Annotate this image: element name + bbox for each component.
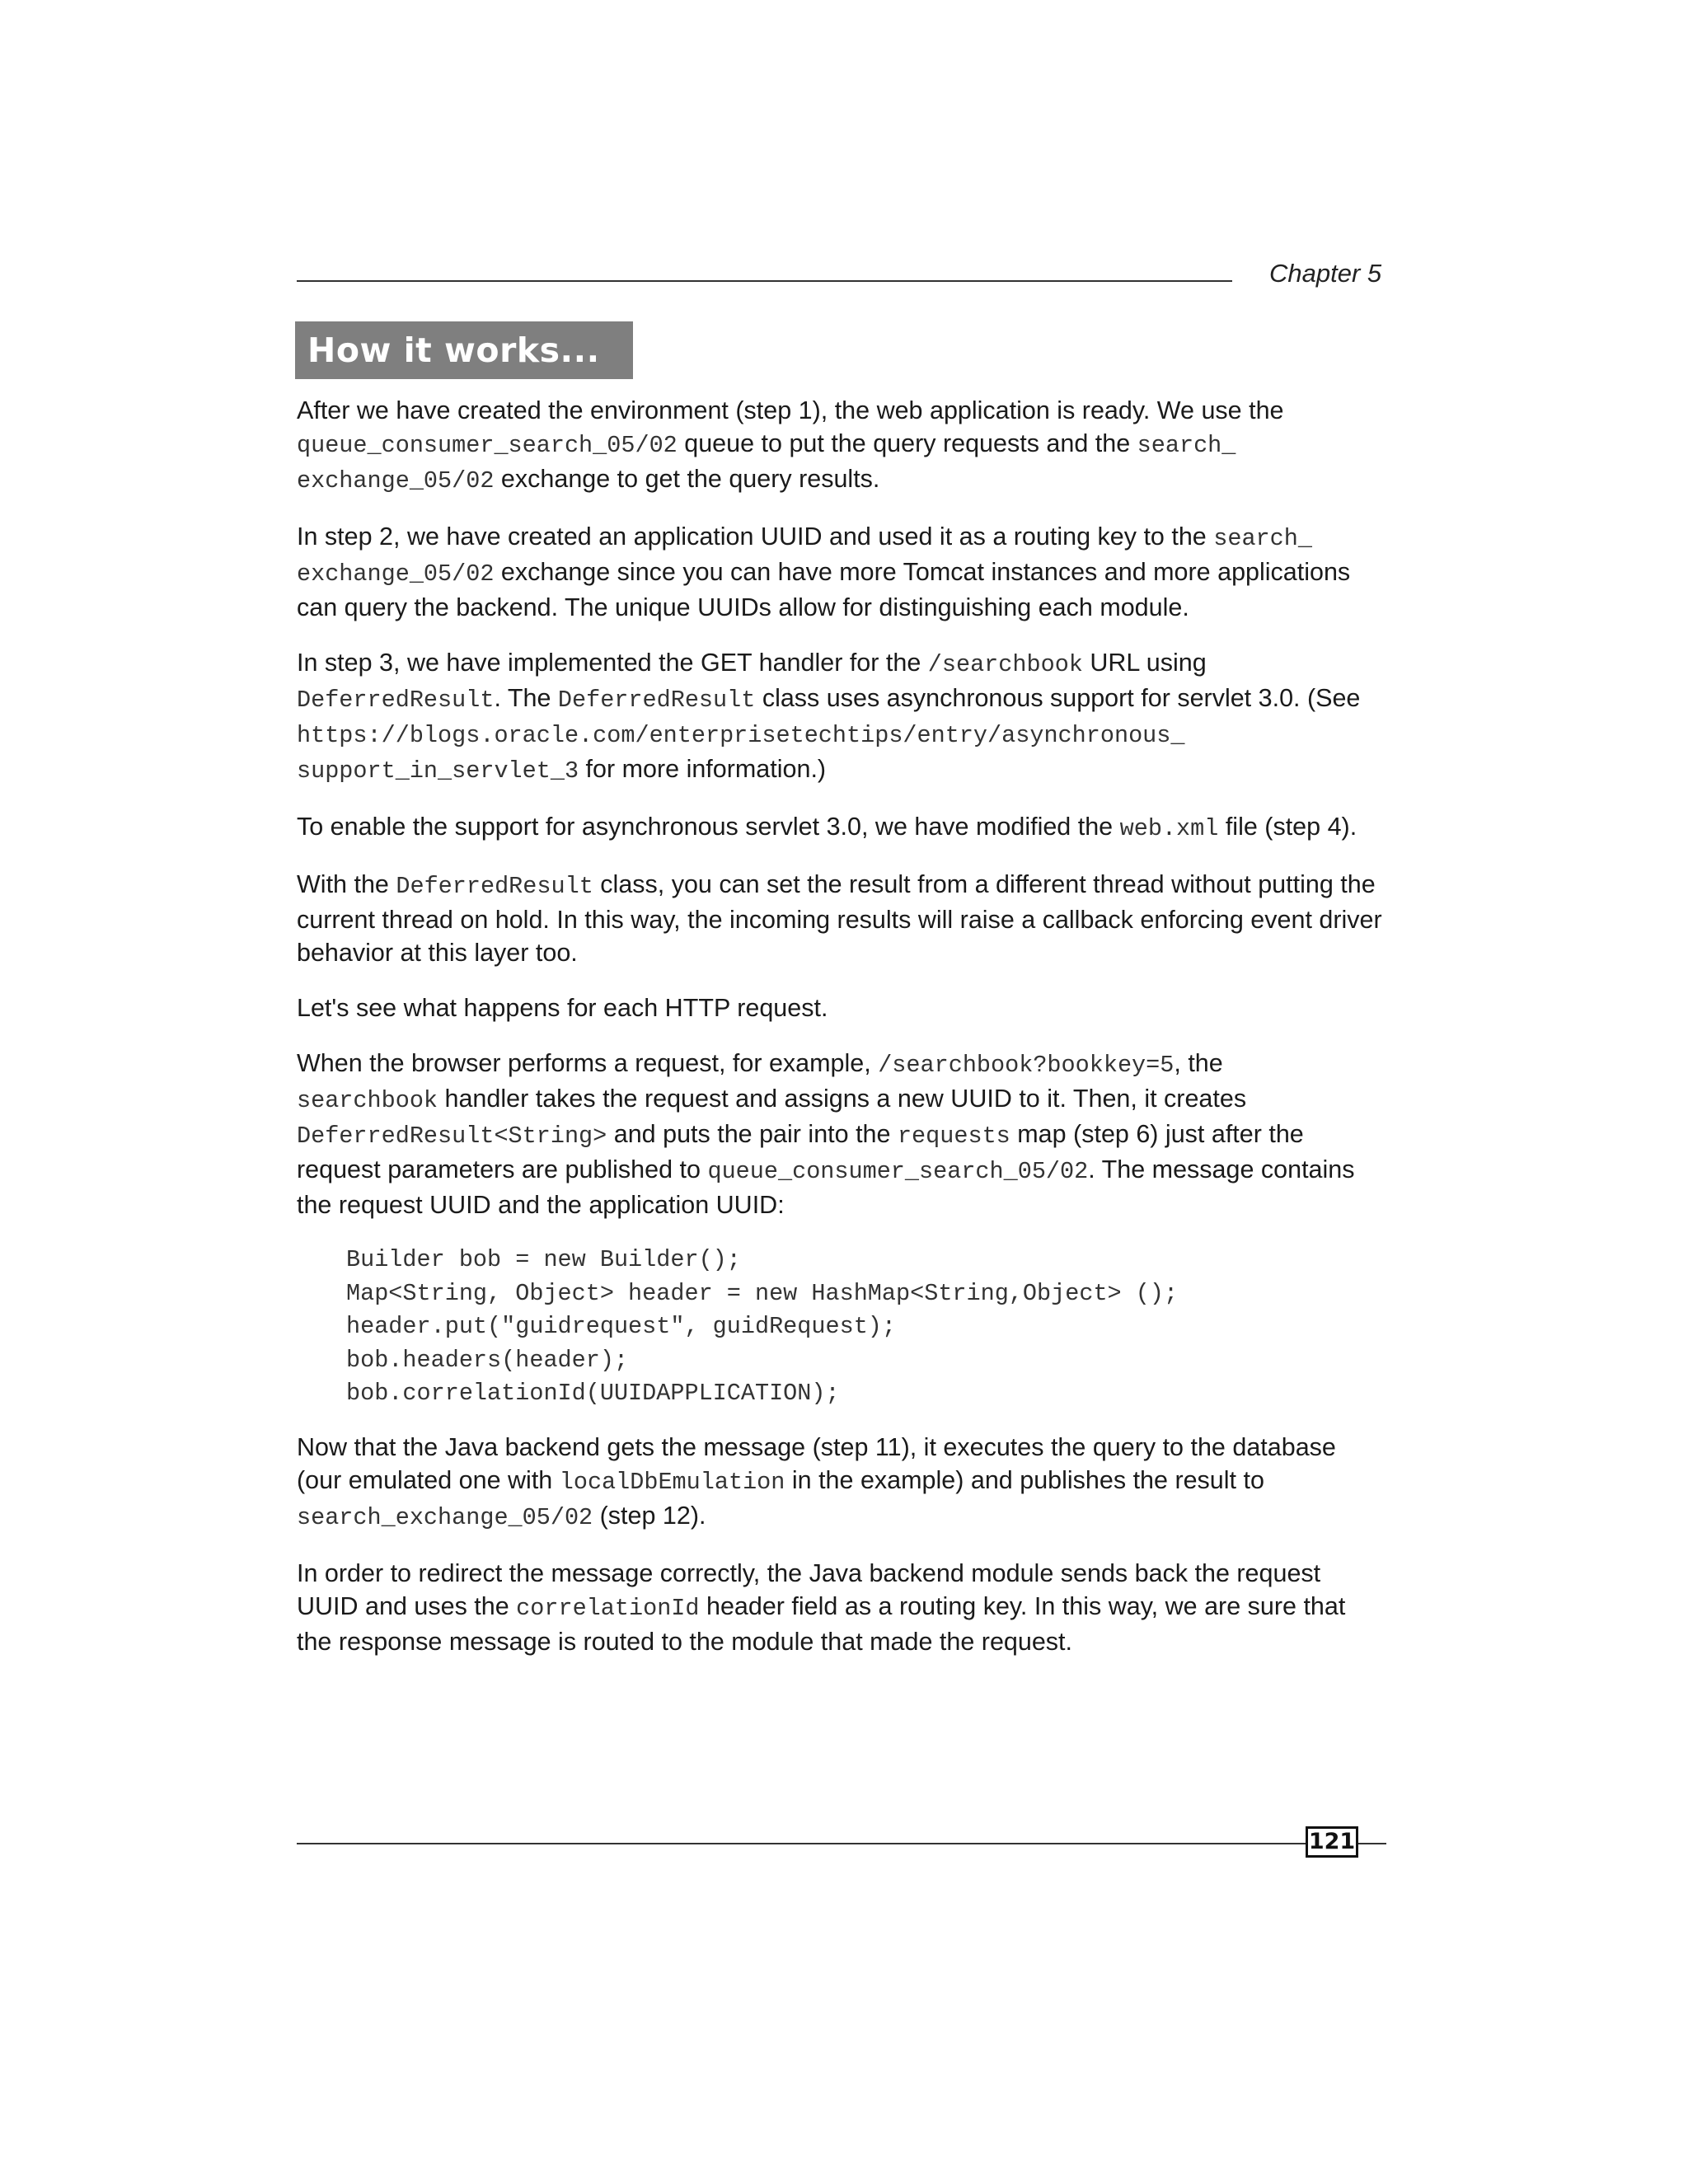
chapter-label: Chapter 5 (1269, 259, 1382, 288)
code-line: bob.correlationId(UUIDAPPLICATION); (346, 1380, 840, 1407)
inline-code: DeferredResult (297, 687, 495, 714)
inline-code: DeferredResult (396, 873, 593, 900)
code-line: header.put("guidrequest", guidRequest); (346, 1313, 897, 1340)
paragraph-java-backend: Now that the Java backend gets the message (step 11), it executes the query to the database (our emulated one with localDbEmulation in the example) and publishes the result to search_exchange_05/02 (step 12). (297, 1432, 1336, 1531)
code-line: Map<String, Object> header = new HashMap<String,Object> (); (346, 1279, 1179, 1307)
section-title: How it works... (307, 330, 600, 370)
paragraph-browser-request: When the browser performs a request, for example, /searchbook?bookkey=5, the searchbook handler takes the request and assigns a new UUID to it. Then, it creates DeferredResult<String> and puts the pair into the requests map (step 6) just after the request parameters are published to queue_consumer_search_05/02. The message contains the request UUID and the application UUID: (297, 1049, 1355, 1219)
paragraph-http-request: Let's see what happens for each HTTP request. (297, 994, 828, 1022)
inline-code: exchange_05/02 (297, 467, 495, 494)
inline-code: search_ (1213, 525, 1312, 552)
page-number-box (1306, 1826, 1358, 1858)
paragraph-environment: After we have created the environment (step 1), the web application is ready. We use the queue_consumer_search_05/02 queue to put the query requests and the search_ exchange_05/02 exchange to get the query results. (297, 396, 1284, 494)
inline-code: DeferredResult<String> (297, 1122, 607, 1150)
inline-code: queue_consumer_search_05/02 (707, 1158, 1089, 1185)
header-rule (297, 280, 1232, 282)
inline-code: localDbEmulation (559, 1468, 785, 1496)
inline-code: /searchbook (927, 651, 1083, 678)
inline-code: exchange_05/02 (297, 560, 495, 588)
code-line: bob.headers(header); (346, 1346, 629, 1374)
paragraph-step2: In step 2, we have created an application UUID and used it as a routing key to the search_ exchange_05/02 exchange since you can have more Tomcat instances and more applications can query the backend. The unique UUIDs allow for distinguishing each module. (297, 523, 1351, 621)
paragraph-deferredresult: With the DeferredResult class, you can set the result from a different thread without putting the current thread on hold. In this way, the incoming results will raise a callback enforcing event driver behavior at this layer too. (297, 870, 1382, 967)
footer-rule-end (1358, 1843, 1386, 1844)
url-link-continuation[interactable]: support_in_servlet_3 (297, 757, 579, 785)
inline-code: search_ (1137, 432, 1236, 459)
paragraph-redirect: In order to redirect the message correctly, the Java backend module sends back the request UUID and uses the correlationId header field as a routing key. In this way, we are sure that the response message is routed to the module that made the request. (297, 1558, 1346, 1656)
paragraph-step4: To enable the support for asynchronous servlet 3.0, we have modified the web.xml file (step 4). (297, 813, 1357, 842)
section-heading-box (295, 321, 633, 379)
inline-code: web.xml (1119, 815, 1219, 842)
inline-code: /searchbook?bookkey=5 (878, 1052, 1175, 1079)
footer-rule (297, 1843, 1306, 1844)
paragraph-step3: In step 3, we have implemented the GET handler for the /searchbook URL using DeferredResult. The DeferredResult class uses asynchronous support for servlet 3.0. (See https://blogs.oracle.com/enterprisetechtips/entry/asynchronous_ support_in_servlet_3 for more information.) (297, 649, 1361, 785)
body-text (297, 394, 1385, 1680)
code-line: Builder bob = new Builder(); (346, 1246, 741, 1273)
page-number: 121 (1308, 1829, 1356, 1854)
inline-code: search_exchange_05/02 (297, 1503, 593, 1531)
inline-code: queue_consumer_search_05/02 (297, 432, 678, 459)
code-block (346, 1244, 1385, 1411)
inline-code: searchbook (297, 1087, 438, 1114)
url-link[interactable]: https://blogs.oracle.com/enterprisetechtips/entry/asynchronous_ (297, 722, 1185, 749)
inline-code: DeferredResult (557, 687, 756, 714)
inline-code: correlationId (516, 1594, 700, 1622)
inline-code: requests (897, 1122, 1010, 1150)
